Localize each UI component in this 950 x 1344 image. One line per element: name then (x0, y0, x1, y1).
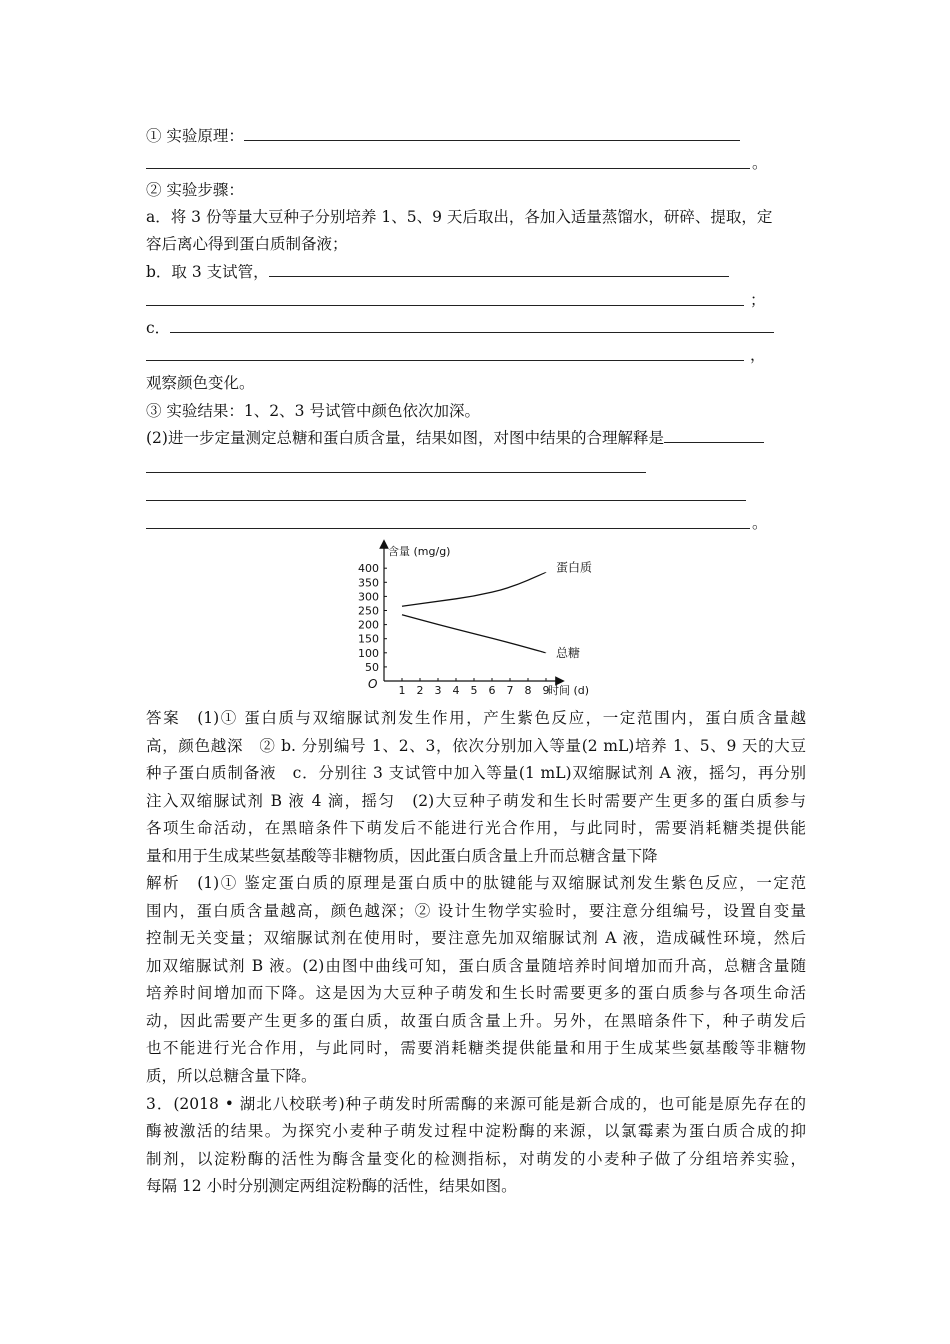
series-line-1 (402, 615, 546, 653)
x-tick-label: 9 (542, 684, 550, 697)
y-tick-label: 350 (358, 576, 379, 590)
series-label-0: 蛋白质 (556, 560, 593, 575)
answer-line-2: 高，颜色越深 ② b. 分别编号 1、2、3，依次分别加入等量(2 mL)培养 1、5、9 天的大豆 (146, 737, 806, 755)
y-axis-label: 含量 (mg/g) (388, 545, 451, 558)
answer-line-5: 各项生命活动，在黑暗条件下萌发后不能进行光合作用，与此同时，需要消耗糖类提供能 (146, 819, 806, 837)
x-tick-label: 3 (434, 684, 442, 697)
observe-line: 观察颜色变化。 (146, 374, 255, 392)
analysis-line-5: 培养时间增加而下降。这是因为大豆种子萌发和生长时需要更多的蛋白质参与各项生命活 (146, 984, 806, 1002)
analysis-line-2: 围内，蛋白质含量越高，颜色越深；② 设计生物学实验时，要注意分组编号，设置自变量 (146, 902, 806, 920)
q2-blank-3[interactable] (146, 500, 746, 501)
answer-line-3: 种子蛋白质制备液 c．分别往 3 支试管中加入等量(1 mL)双缩脲试剂 A 液，摇匀，再分别 (146, 764, 806, 782)
question3-line-2: 酶被激活的结果。为探究小麦种子萌发过程中淀粉酶的来源，以氯霉素为蛋白质合成的抑 (146, 1122, 806, 1140)
x-tick-label: 4 (452, 684, 460, 697)
semicolon-mark: ； (750, 291, 766, 309)
y-tick-label: 200 (358, 618, 379, 632)
step-b-blank[interactable] (269, 262, 729, 277)
x-tick-label: 8 (524, 684, 532, 697)
y-tick-label: 400 (358, 562, 379, 576)
step-c-line (146, 318, 774, 338)
result-line: ③ 实验结果：1、2、3 号试管中颜色依次加深。 (146, 402, 480, 420)
step-c-blank-2[interactable] (146, 360, 744, 361)
period-mark: 。 (752, 154, 768, 172)
analysis-line-8: 质，所以总糖含量下降。 (146, 1067, 317, 1085)
x-tick-label: 6 (488, 684, 496, 697)
answer-line-1: 答案 (1)① 蛋白质与双缩脲试剂发生作用，产生紫色反应，一定范围内，蛋白质含量越 (146, 709, 806, 727)
step-c-label: c． (146, 319, 171, 337)
answer-line-4: 注入双缩脲试剂 B 液 4 滴，摇匀 (2)大豆种子萌发和生长时需要产生更多的蛋白质参与 (146, 792, 806, 810)
analysis-line-4: 加双缩脲试剂 B 液。(2)由图中曲线可知，蛋白质含量随培养时间增加而升高，总糖含量随 (146, 957, 806, 975)
principle-line (146, 126, 740, 146)
step-b-blank-2[interactable] (146, 305, 744, 306)
analysis-line-6: 动，因此需要产生更多的蛋白质，故蛋白质含量上升。另外，在黑暗条件下，种子萌发后 (146, 1012, 806, 1030)
series-label-1: 总糖 (556, 645, 581, 660)
y-tick-label: 150 (358, 632, 379, 646)
q2-blank[interactable] (664, 428, 764, 443)
q2-blank-2[interactable] (146, 472, 646, 473)
question3-line-1: 3．(2018 • 湖北八校联考)种子萌发时所需酶的来源可能是新合成的，也可能是原先存在的 (146, 1095, 806, 1113)
step-c-blank[interactable] (170, 318, 774, 333)
content-chart (340, 538, 610, 700)
step-b-line (146, 262, 729, 282)
y-tick-label: 100 (358, 646, 379, 660)
steps-label: ② 实验步骤： (146, 181, 244, 199)
x-tick-label: 7 (506, 684, 514, 697)
analysis-line-1: 解析 (1)① 鉴定蛋白质的原理是蛋白质中的肽键能与双缩脲试剂发生紫色反应，一定范 (146, 874, 806, 892)
analysis-line-7: 也不能进行光合作用，与此同时，需要消耗糖类提供能量和用于生成某些氨基酸等非糖物 (146, 1039, 806, 1057)
answer-line-6: 量和用于生成某些氨基酸等非糖物质，因此蛋白质含量上升而总糖含量下降 (146, 847, 658, 865)
y-tick-label: 50 (365, 660, 379, 674)
y-tick-label: 300 (358, 590, 379, 604)
series-line-0 (402, 572, 546, 606)
analysis-line-3: 控制无关变量；双缩脲试剂在使用时，要注意先加双缩脲试剂 A 液，造成碱性环境，然后 (146, 929, 806, 947)
q2-line (146, 428, 764, 448)
step-a-line-1: a．将 3 份等量大豆种子分别培养 1、5、9 天后取出，各加入适量蒸馏水，研碎、提取，定 (146, 208, 773, 226)
x-tick-label: 5 (470, 684, 478, 697)
principle-label: ① 实验原理： (146, 127, 244, 145)
principle-blank-2[interactable] (146, 168, 750, 169)
q2-blank-4[interactable] (146, 528, 750, 529)
x-tick-label: 2 (416, 684, 424, 697)
principle-blank[interactable] (244, 126, 740, 141)
question3-line-4: 每隔 12 小时分别测定两组淀粉酶的活性，结果如图。 (146, 1177, 517, 1195)
x-axis-label: 时间 (d) (548, 684, 590, 697)
question3-line-3: 制剂，以淀粉酶的活性为酶含量变化的检测指标，对萌发的小麦种子做了分组培养实验， (146, 1150, 806, 1168)
y-tick-label: 250 (358, 604, 379, 618)
step-a-line-2: 容后离心得到蛋白质制备液； (146, 235, 348, 253)
comma-mark: ， (750, 346, 766, 364)
x-tick-label: 1 (398, 684, 406, 697)
step-b-label: b．取 3 支试管， (146, 263, 269, 281)
origin-label: O (368, 677, 378, 691)
period-mark-2: 。 (752, 514, 768, 532)
q2-text: (2)进一步定量测定总糖和蛋白质含量，结果如图，对图中结果的合理解释是 (146, 429, 664, 447)
